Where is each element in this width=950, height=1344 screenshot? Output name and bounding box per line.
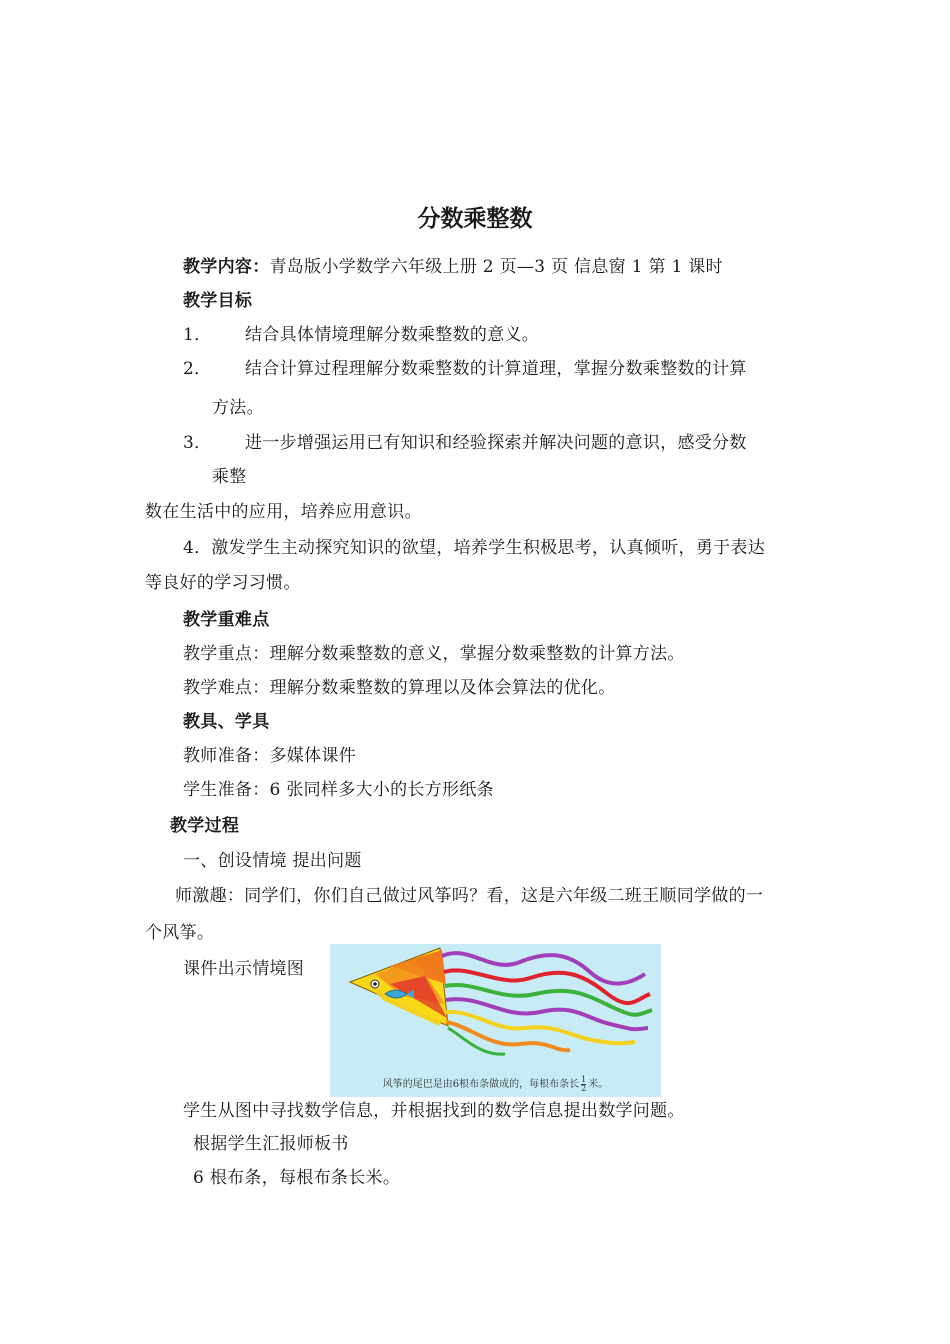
goal-item-1 bbox=[183, 324, 539, 346]
goal-text-2: 结合计算过程理解分数乘整数的计算道理，掌握分数乘整数的计算 bbox=[245, 359, 747, 379]
teacher-intro-continued: 个风筝。 bbox=[145, 923, 215, 943]
fraction-numerator: 1 bbox=[581, 1075, 587, 1084]
goals-heading: 教学目标 bbox=[183, 291, 253, 311]
goal-item-4: 4．激发学生主动探究知识的欲望，培养学生积极思考，认真倾听，勇于表达 bbox=[183, 538, 766, 558]
kite-illustration bbox=[330, 944, 661, 1097]
teaching-content-label: 教学内容： bbox=[183, 257, 270, 277]
process-heading: 教学过程 bbox=[170, 816, 240, 836]
teaching-difficulty: 教学难点：理解分数乘整数的算理以及体会算法的优化。 bbox=[183, 678, 616, 698]
teaching-focus: 教学重点：理解分数乘整数的意义，掌握分数乘整数的计算方法。 bbox=[183, 644, 685, 664]
goal-text-3-tail: 数在生活中的应用，培养应用意识。 bbox=[145, 502, 422, 522]
goal-text-3: 进一步增强运用已有知识和经验探索并解决问题的意识，感受分数 bbox=[245, 433, 747, 453]
students-find-info: 学生从图中寻找数学信息，并根据找到的数学信息提出数学问题。 bbox=[183, 1101, 685, 1121]
student-preparation: 学生准备：6 张同样多大小的长方形纸条 bbox=[183, 780, 494, 800]
board-writing-label: 根据学生汇报师板书 bbox=[193, 1134, 349, 1154]
teacher-preparation: 教师准备：多媒体课件 bbox=[183, 746, 356, 766]
goal-item-2 bbox=[183, 358, 747, 380]
kite-caption bbox=[330, 1075, 661, 1093]
goal-item-4-continued: 等良好的学习习惯。 bbox=[145, 573, 301, 593]
page-title: 分数乘整数 bbox=[417, 206, 533, 232]
key-points-heading: 教学重难点 bbox=[183, 610, 270, 630]
courseware-line: 课件出示情境图 bbox=[183, 959, 305, 979]
teaching-content-text: 青岛版小学数学六年级上册 2 页—3 页 信息窗 1 第 1 课时 bbox=[269, 257, 723, 277]
board-writing-text: 6 根布条，每根布条长米。 bbox=[193, 1168, 401, 1188]
teaching-content-line bbox=[183, 256, 723, 278]
kite-caption-unit: 米。 bbox=[588, 1079, 609, 1090]
kite-caption-text: 风筝的尾巴是由6根布条做成的，每根布条长 bbox=[382, 1079, 580, 1090]
goal-number-2: 2． bbox=[183, 359, 212, 379]
section-1-heading: 一、创设情境 提出问题 bbox=[183, 851, 362, 871]
fraction-denominator: 2 bbox=[581, 1084, 587, 1093]
goal-item-3 bbox=[183, 432, 747, 454]
teacher-intro: 师激趣：同学们，你们自己做过风筝吗？看，这是六年级二班王顺同学做的一 bbox=[175, 886, 764, 906]
goal-text-2-continued: 方法。 bbox=[212, 398, 264, 418]
goal-number-1: 1． bbox=[183, 325, 212, 345]
goal-number-3: 3． bbox=[183, 433, 212, 453]
goal-text-3-continued: 乘整 bbox=[212, 467, 247, 487]
kite-caption-fraction bbox=[581, 1076, 586, 1093]
tools-heading: 教具、学具 bbox=[183, 712, 270, 732]
goal-text-1: 结合具体情境理解分数乘整数的意义。 bbox=[245, 325, 540, 345]
